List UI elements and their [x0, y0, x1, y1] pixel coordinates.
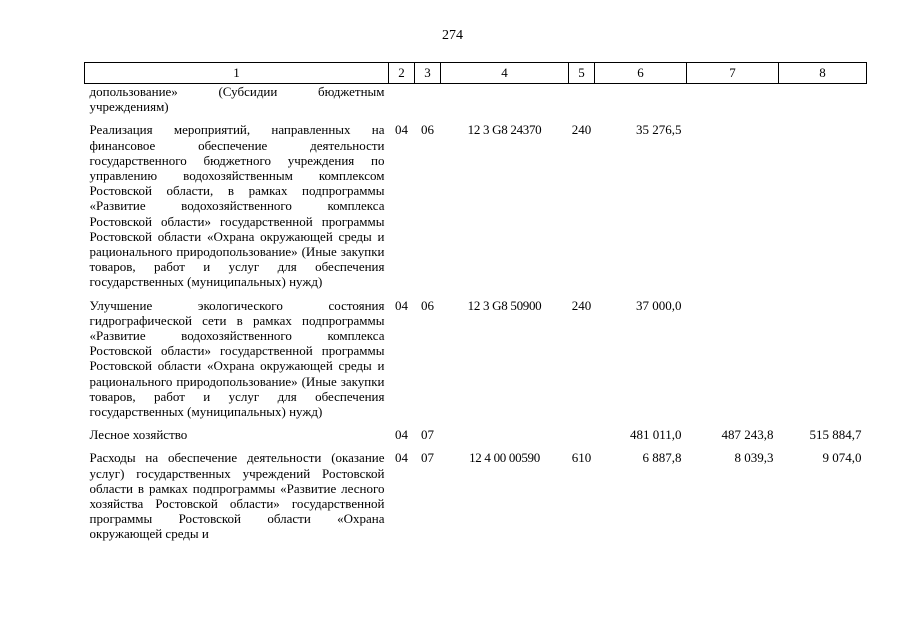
- row-section: 04: [395, 297, 408, 313]
- row-expense-type: 610: [571, 450, 592, 466]
- row-section: 04: [395, 427, 408, 443]
- row-amount-col6: 37 000,0: [636, 297, 682, 313]
- row-amount-col8: [779, 84, 867, 115]
- page-number: 274: [442, 28, 463, 43]
- table-row: [85, 450, 867, 541]
- row-subsection: 07: [421, 427, 434, 443]
- row-subsection: 06: [421, 297, 434, 313]
- row-target-code: [441, 84, 569, 115]
- row-section: [389, 84, 415, 115]
- row-description: Расходы на обеспечение деятельности (оказание услуг) государственных учреждений Ростовской области в рамках подпрограммы «Развитие лесного хозяйства Ростовской области» государственной программы Ростовской области «Охрана окружающей среды и: [89, 450, 385, 542]
- row-subsection: 06: [421, 122, 434, 138]
- table-row: [85, 122, 867, 289]
- row-description: допользование» (Субсидии бюджетным учреждениям): [89, 84, 385, 115]
- row-amount-col8: [779, 122, 867, 289]
- row-amount-col8: 9 074,0: [822, 450, 862, 466]
- row-target-code: 12 3 G8 24370: [467, 122, 542, 138]
- row-amount-col7: [687, 84, 779, 115]
- row-target-code: 12 4 00 00590: [469, 450, 540, 466]
- column-header: 5: [569, 63, 595, 84]
- table-row: [85, 298, 867, 420]
- row-amount-col6: [595, 84, 687, 115]
- row-expense-type: 240: [571, 122, 592, 138]
- column-header: 8: [779, 63, 867, 84]
- row-amount-col6: 6 887,8: [642, 450, 682, 466]
- budget-table: [84, 62, 867, 542]
- row-amount-col6: 481 011,0: [629, 427, 682, 443]
- table-row: [85, 427, 867, 442]
- row-amount-col8: [779, 298, 867, 420]
- row-target-code: 12 3 G8 50900: [467, 297, 542, 313]
- row-amount-col8: 515 884,7: [809, 427, 862, 443]
- column-header: 6: [595, 63, 687, 84]
- row-description: Улучшение экологического состояния гидрографической сети в рамках подпрограммы «Развитие водохозяйственного комплекса Ростовской области» государственной программы Ростовской области «Охрана окружающей среды и рационального природопользование» (Иные закупки товаров, работ и услуг для обеспечения государственных (муниципальных) нужд): [89, 297, 385, 420]
- column-header: 1: [85, 63, 389, 84]
- row-expense-type: 240: [571, 297, 592, 313]
- column-header: 3: [415, 63, 441, 84]
- row-description: Лесное хозяйство: [89, 427, 188, 443]
- row-section: 04: [395, 450, 408, 466]
- table-header-row: [85, 63, 867, 84]
- row-amount-col6: 35 276,5: [636, 122, 682, 138]
- row-expense-type: [569, 427, 595, 442]
- row-amount-col7: 487 243,8: [721, 427, 774, 443]
- row-section: 04: [395, 122, 408, 138]
- row-subsection: 07: [421, 450, 434, 466]
- row-expense-type: [569, 84, 595, 115]
- row-target-code: [441, 427, 569, 442]
- column-header: 4: [441, 63, 569, 84]
- row-amount-col7: [687, 298, 779, 420]
- table-row: [85, 84, 867, 115]
- row-amount-col7: [687, 122, 779, 289]
- row-description: Реализация мероприятий, направленных на финансовое обеспечение деятельности государственного бюджетного учреждения по управлению водохозяйственным комплексом Ростовской области, в рамках подпрограммы «Развитие водохозяйственного комплекса Ростовской области» государственной программы Ростовской области «Охрана окружающей среды и рационального природопользование» (Иные закупки товаров, работ и услуг для обеспечения государственных (муниципальных) нужд): [89, 122, 385, 290]
- row-amount-col7: 8 039,3: [734, 450, 774, 466]
- column-header: 2: [389, 63, 415, 84]
- row-subsection: [415, 84, 441, 115]
- column-header: 7: [687, 63, 779, 84]
